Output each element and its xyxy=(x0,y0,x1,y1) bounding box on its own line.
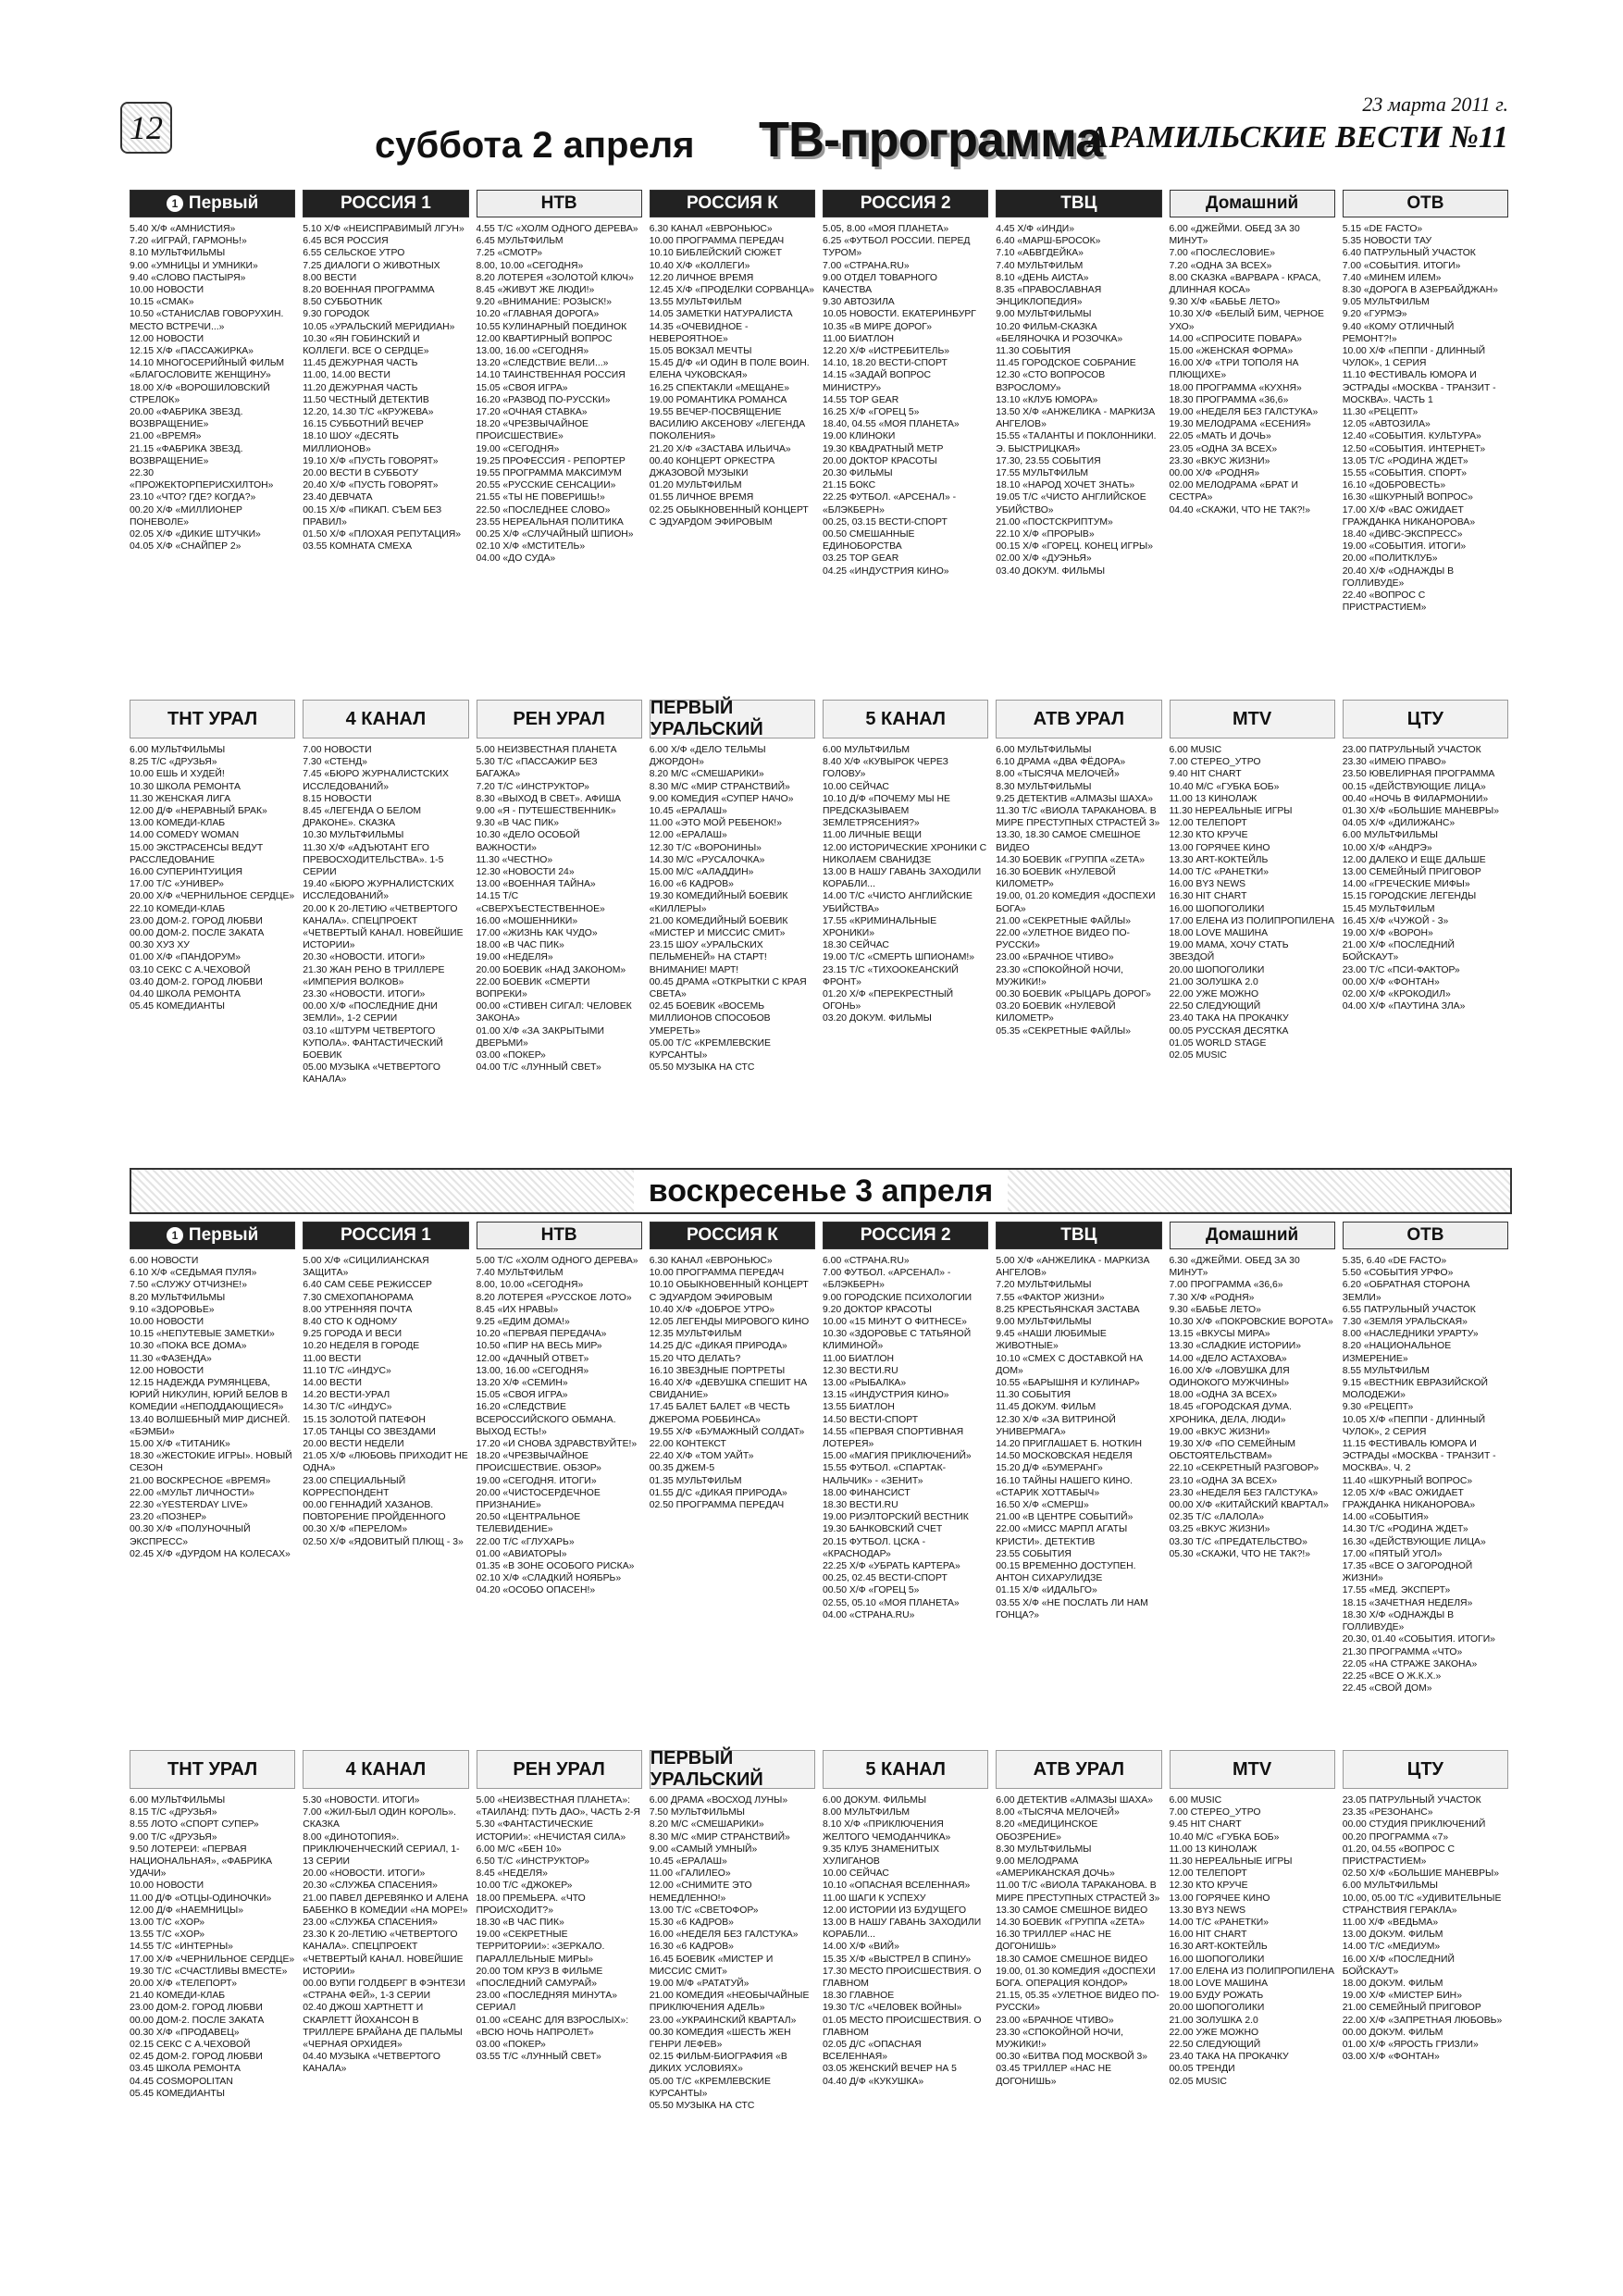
program-list: 5.00 Х/Ф «СИЦИЛИАНСКАЯ ЗАЩИТА» 6.40 САМ СЕБЕ РЕЖИССЕР 7.30 СМЕХОПАНОРАМА 8.00 УТРЕННЯЯ ПОЧТА 8.40 СТО К ОДНОМУ 9.25 ГОРОДА И ВЕСИ 10.20 НЕДЕЛЯ В ГОРОДЕ 11.00 ВЕСТИ 11.10 Т/С «ИНДУС» 14.00 ВЕСТИ 14.20 ВЕСТИ-УРАЛ 14.30 Т/С «ИНДУС» 15.15 ЗОЛОТОЙ ПАТЕФОН 17.05 ТАНЦЫ СО ЗВЕЗДАМИ 20.00 ВЕСТИ НЕДЕЛИ 21.05 Х/Ф «ЛЮБОВЬ ПРИХОДИТ НЕ ОДНА» 23.00 СПЕЦИАЛЬНЫЙ КОРРЕСПОНДЕНТ 00.00 ГЕННАДИЙ ХАЗАНОВ. ПОВТОРЕНИЕ ПРОЙДЕННОГО 00.30 Х/Ф «ПЕРЕЛОМ» 02.50 Х/Ф «ЯДОВИТЫЙ ПЛЮЩ - 3» xyxy=(303,1256,468,1547)
channel-logo: РЕН УРАЛ xyxy=(477,1750,642,1789)
channel-column xyxy=(1343,190,1508,689)
channel-header: ОТВ xyxy=(1343,1222,1508,1249)
section-title: ТВ-программа xyxy=(759,112,1103,168)
newspaper-name: АРАМИЛЬСКИЕ ВЕСТИ №11 xyxy=(1087,120,1508,155)
sunday-title: воскресенье 3 апреля xyxy=(634,1170,1008,1212)
program-list: 6.00 MUSIC 7.00 СТЕРЕО_УТРО 9.45 HIT CHART 10.40 М/С «ГУБКА БОБ» 11.00 13 КИНОЛАЖ 11.30 НЕРЕАЛЬНЫЕ ИГРЫ 12.00 ТЕЛЕПОРТ 12.30 КТО КРУЧЕ 13.00 ГОРЯЧЕЕ КИНО 13.30 BY3 NEWS 14.00 Т/С «РАНЕТКИ» 16.00 HIT CHART 16.30 ART-КОКТЕЙЛЬ 16.00 ШОПОГОЛИКИ 17.00 ЕЛЕНА ИЗ ПОЛИПРОПИЛЕНА 18.00 LOVE МАШИНА 19.00 БУДУ РОЖАТЬ 20.00 ШОПОГОЛИКИ 21.00 ЗОЛУШКА 2.0 22.00 УЖЕ МОЖНО 22.50 СЛЕДУЮЩИЙ 23.40 ТАКА НА ПРОКАЧКУ 00.05 ТРЕНДИ 02.05 MUSIC xyxy=(1169,1795,1335,2087)
program-list: 23.00 ПАТРУЛЬНЫЙ УЧАСТОК 23.30 «ИМЕЮ ПРАВО» 23.50 ЮВЕЛИРНАЯ ПРОГРАММА 00.15 «ДЕЙСТВУЮЩИЕ ЛИЦА» 00.40 «НОЧЬ В ФИЛАРМОНИИ» 01.30 Х/Ф «БОЛЬШИЕ МАНЕВРЫ» 04.05 Х/Ф «ДИЛИЖАНС» 6.00 МУЛЬТФИЛЬМЫ 10.00 Х/Ф «АНДРЭ» 12.00 ДАЛЕКО И ЕЩЕ ДАЛЬШЕ 13.00 СЕМЕЙНЫЙ ПРИГОВОР 14.00 «ГРЕЧЕСКИЕ МИФЫ» 15.15 ГОРОДСКИЕ ЛЕГЕНДЫ 15.45 МУЛЬТФИЛЬМ 16.45 Х/Ф «ЧУЖОЙ - 3» 19.00 Х/Ф «ВОРОН» 21.00 Х/Ф «ПОСЛЕДНИЙ БОЙСКАУТ» 23.00 Т/С «ПСИ-ФАКТОР» 00.00 Х/Ф «ФОНТАН» 02.00 Х/Ф «КРОКОДИЛ» 04.00 Х/Ф «ПАУТИНА ЗЛА» xyxy=(1342,745,1499,1012)
program-list: 5.35, 6.40 «DE FACTO» 5.50 «СОБЫТИЯ УРФО» 6.20 «ОБРАТНАЯ СТОРОНА ЗЕМЛИ» 6.55 ПАТРУЛЬНЫЙ УЧАСТОК 7.30 «ЗЕМЛЯ УРАЛЬСКАЯ» 8.00 «НАСЛЕДНИКИ УРАРТУ» 8.20 «НАЦИОНАЛЬНОЕ ИЗМЕРЕНИЕ» 8.55 МУЛЬТФИЛЬМ 9.15 «ВЕСТНИК ЕВРАЗИЙСКОЙ МОЛОДЕЖИ» 9.30 «РЕЦЕПТ» 10.05 Х/Ф «ПЕППИ - ДЛИННЫЙ ЧУЛОК», 2 СЕРИЯ 11.15 ФЕСТИВАЛЬ ЮМОРА И ЭСТРАДЫ «МОСКВА - ТРАНЗИТ - МОСКВА». Ч. 2 11.40 «ШКУРНЫЙ ВОПРОС» 12.05 Х/Ф «ВАС ОЖИДАЕТ ГРАЖДАНКА НИКАНОРОВА» 14.00 «СОБЫТИЯ» 14.30 Т/С «РОДИНА ЖДЕТ» 16.30 «ДЕЙСТВУЮЩИЕ ЛИЦА» 17.00 «ПЯТЫЙ УГОЛ» 17.35 «ВСЕ О ЗАГОРОДНОЙ ЖИЗНИ» 17.55 «МЕД. ЭКСПЕРТ» 18.15 «ЗАЧЕТНАЯ НЕДЕЛЯ» 18.30 Х/Ф «ОДНАЖДЫ В ГОЛЛИВУДЕ» 20.30, 01.40 «СОБЫТИЯ. ИТОГИ» 21.30 ПРОГРАММА «ЧТО» 22.05 «НА СТРАЖЕ ЗАКОНА» 22.25 «ВСЕ О Ж.К.Х.» 22.45 «СВОЙ ДОМ» xyxy=(1342,1256,1496,1694)
channel-column xyxy=(477,1744,642,2263)
program-list: 5.05, 8.00 «МОЯ ПЛАНЕТА» 6.25 «ФУТБОЛ РОССИИ. ПЕРЕД ТУРОМ» 7.00 «СТРАНА.RU» 9.00 ОТДЕЛ ТОВАРНОГО КАЧЕСТВА 9.30 АВТОЗИЛА 10.05 НОВОСТИ. ЕКАТЕРИНБУРГ 10.35 «В МИРЕ ДОРОГ» 11.00 БИАТЛОН 12.20 Х/Ф «ИСТРЕБИТЕЛЬ» 14.10, 18.20 ВЕСТИ-СПОРТ 14.15 «ЗАДАЙ ВОПРОС МИНИСТРУ» 14.55 TOP GEAR 16.25 Х/Ф «ГОРЕЦ 5» 18.40, 04.55 «МОЯ ПЛАНЕТА» 19.00 КЛИНОКИ 19.30 КВАДРАТНЫЙ МЕТР 20.00 ДОКТОР КРАСОТЫ 20.30 ФИЛЬМЫ 21.15 БОКС 22.25 ФУТБОЛ. «АРСЕНАЛ» - «БЛЭКБЕРН» 00.25, 03.15 ВЕСТИ-СПОРТ 00.50 СМЕШАННЫЕ ЕДИНОБОРСТВА 03.25 TOP GEAR 04.25 «ИНДУСТРИЯ КИНО» xyxy=(823,224,976,577)
program-list: 6.00 Х/Ф «ДЕЛО ТЕЛЬМЫ ДЖОРДОН» 8.20 М/С «СМЕШАРИКИ» 8.30 М/С «МИР СТРАНСТВИЙ» 9.00 КОМЕДИЯ «СУПЕР НАЧО» 10.45 «ЕРАЛАШ» 11.00 «ЭТО МОЙ РЕБЕНОК!» 12.00 «ЕРАЛАШ» 12.30 Т/С «ВОРОНИНЫ» 14.30 М/С «РУСАЛОЧКА» 15.00 М/С «АЛАДДИН» 16.00 «6 КАДРОВ» 19.30 КОМЕДИЙНЫЙ БОЕВИК «КИЛЛЕРЫ» 21.00 КОМЕДИЙНЫЙ БОЕВИК «МИСТЕР И МИССИС СМИТ» 23.15 ШОУ «УРАЛЬСКИХ ПЕЛЬМЕНЕЙ» НА СТАРТ! ВНИМАНИЕ! МАРТ! 00.45 ДРАМА «ОТКРЫТКИ С КРАЯ СВЕТА» 02.45 БОЕВИК «ВОСЕМЬ МИЛЛИОНОВ СПОСОБОВ УМЕРЕТЬ» 05.00 Т/С «КРЕМЛЕВСКИЕ КУРСАНТЫ» 05.50 МУЗЫКА НА СТС xyxy=(649,745,807,1074)
channel-logo: ПЕРВЫЙ УРАЛЬСКИЙ xyxy=(650,1750,815,1789)
channel-column xyxy=(130,694,295,1157)
channel-logo-icon: 1 xyxy=(167,1227,183,1244)
channel-column xyxy=(1170,1222,1335,1731)
program-list: 5.00 Х/Ф «АНЖЕЛИКА - МАРКИЗА АНГЕЛОВ» 7.20 МУЛЬТФИЛЬМЫ 7.55 «ФАКТОР ЖИЗНИ» 8.25 КРЕСТЬЯНСКАЯ ЗАСТАВА 9.00 МУЛЬТФИЛЬМЫ 9.45 «НАШИ ЛЮБИМЫЕ ЖИВОТНЫЕ» 10.10 «СМЕХ С ДОСТАВКОЙ НА ДОМ» 10.55 «БАРЫШНЯ И КУЛИНАР» 11.30 СОБЫТИЯ 11.45 ДОКУМ. ФИЛЬМ 12.30 Х/Ф «ЗА ВИТРИНОЙ УНИВЕРМАГА» 14.20 ПРИГЛАШАЕТ Б. НОТКИН 14.50 МОСКОВСКАЯ НЕДЕЛЯ 15.20 Д/Ф «БУМЕРАНГ» 16.10 ТАЙНЫ НАШЕГО КИНО. «СТАРИК ХОТТАБЫЧ» 16.50 Х/Ф «СМЕРШ» 21.00 «В ЦЕНТРЕ СОБЫТИЙ» 22.00 «МИСС МАРПЛ АГАТЫ КРИСТИ». ДЕТЕКТИВ 23.55 СОБЫТИЯ 00.15 ВРЕМЕННО ДОСТУПЕН. АНТОН СИХАРУЛИДЗЕ 01.15 Х/Ф «ИДАЛЬГО» 03.55 Х/Ф «НЕ ПОСЛАТЬ ЛИ НАМ ГОНЦА?» xyxy=(996,1256,1150,1620)
channel-logo: 4 КАНАЛ xyxy=(303,700,468,738)
issue-date: 23 марта 2011 г. xyxy=(1362,93,1508,116)
channel-column xyxy=(823,190,988,689)
program-list: 5.30 «НОВОСТИ. ИТОГИ» 7.00 «ЖИЛ-БЫЛ ОДИН КОРОЛЬ». СКАЗКА 8.00 «ДИНОТОПИЯ». ПРИКЛЮЧЕНЧЕСКИЙ СЕРИАЛ, 1-13 СЕРИИ 20.00 «НОВОСТИ. ИТОГИ» 20.30 «СЛУЖБА СПАСЕНИЯ» 21.00 ПАВЕЛ ДЕРЕВЯНКО И АЛЕНА БАБЕНКО В КОМЕДИИ «НА МОРЕ!» 23.00 «СЛУЖБА СПАСЕНИЯ» 23.30 К 20-ЛЕТИЮ «ЧЕТВЕРТОГО КАНАЛА». СПЕЦПРОЕКТ «ЧЕТВЕРТЫЙ КАНАЛ. НОВЕЙШИЕ ИСТОРИИ» 00.00 ВУПИ ГОЛДБЕРГ В ФЭНТЕЗИ «СТРАНА ФЕЙ», 1-3 СЕРИИ 02.40 ДЖОШ ХАРТНЕТТ И СКАРЛЕТТ ЙОХАНСОН В ТРИЛЛЕРЕ БРАЙАНА ДЕ ПАЛЬМЫ «ЧЕРНАЯ ОРХИДЕЯ» 04.40 МУЗЫКА «ЧЕТВЕРТОГО КАНАЛА» xyxy=(303,1795,469,2075)
sunday-upper-grid xyxy=(130,1222,1508,1731)
channel-column xyxy=(996,1744,1161,2263)
channel-column xyxy=(650,1222,815,1731)
page-number: 12 xyxy=(120,102,172,154)
channel-logo: ПЕРВЫЙ УРАЛЬСКИЙ xyxy=(650,700,815,738)
channel-header: ТВЦ xyxy=(996,190,1161,217)
channel-header: ТВЦ xyxy=(996,1222,1161,1249)
channel-header: 1 Первый xyxy=(130,190,295,217)
channel-header: НТВ xyxy=(477,190,642,217)
program-list: 4.55 Т/С «ХОЛМ ОДНОГО ДЕРЕВА» 6.45 МУЛЬТФИЛЬМ 7.25 «СМОТР» 8.00, 10.00 «СЕГОДНЯ» 8.20 ЛОТЕРЕЯ «ЗОЛОТОЙ КЛЮЧ» 8.45 «ЖИВУТ ЖЕ ЛЮДИ!» 9.20 «ВНИМАНИЕ: РОЗЫСК!» 10.20 «ГЛАВНАЯ ДОРОГА» 10.55 КУЛИНАРНЫЙ ПОЕДИНОК 12.00 КВАРТИРНЫЙ ВОПРОС 13.00, 16.00 «СЕГОДНЯ» 13.20 «СЛЕДСТВИЕ ВЕЛИ...» 14.10 ТАИНСТВЕННАЯ РОССИЯ 15.05 «СВОЯ ИГРА» 16.20 «РАЗВОД ПО-РУССКИ» 17.20 «ОЧНАЯ СТАВКА» 18.20 «ЧРЕЗВЫЧАЙНОЕ ПРОИСШЕСТВИЕ» 19.00 «СЕГОДНЯ» 19.25 ПРОФЕССИЯ - РЕПОРТЕР 19.55 ПРОГРАММА МАКСИМУМ 20.55 «РУССКИЕ СЕНСАЦИИ» 21.55 «ТЫ НЕ ПОВЕРИШЬ!» 22.50 «ПОСЛЕДНЕЕ СЛОВО» 23.55 НЕРЕАЛЬНАЯ ПОЛИТИКА 00.25 Х/Ф «СЛУЧАЙНЫЙ ШПИОН» 02.10 Х/Ф «МСТИТЕЛЬ» 04.00 «ДО СУДА» xyxy=(476,224,638,565)
channel-header: 1 Первый xyxy=(130,1222,295,1249)
program-list: 6.00 ДОКУМ. ФИЛЬМЫ 8.00 МУЛЬТФИЛЬМ 8.10 Х/Ф «ПРИКЛЮЧЕНИЯ ЖЕЛТОГО ЧЕМОДАНЧИКА» 9.35 КЛУБ ЗНАМЕНИТЫХ ХУЛИГАНОВ 10.00 СЕЙЧАС 10.10 «ОПАСНАЯ ВСЕЛЕННАЯ» 11.00 ШАГИ К УСПЕХУ 12.00 ИСТОРИИ ИЗ БУДУЩЕГО 13.00 В НАШУ ГАВАНЬ ЗАХОДИЛИ КОРАБЛИ... 14.00 Х/Ф «ВИЙ» 15.35 Х/Ф «ВЫСТРЕЛ В СПИНУ» 17.30 МЕСТО ПРОИСШЕСТВИЯ. О ГЛАВНОМ 18.30 ГЛАВНОЕ 19.30 Т/С «ЧЕЛОВЕК ВОЙНЫ» 01.05 МЕСТО ПРОИСШЕСТВИЯ. О ГЛАВНОМ 02.05 Д/С «ОПАСНАЯ ВСЕЛЕННАЯ» 03.05 ЖЕНСКИЙ ВЕЧЕР НА 5 04.40 Д/Ф «КУКУШКА» xyxy=(823,1795,982,2087)
channel-column xyxy=(130,1222,295,1731)
channel-column xyxy=(1343,694,1508,1157)
program-list: 6.00 МУЛЬТФИЛЬМ 8.40 Х/Ф «КУВЫРОК ЧЕРЕЗ ГОЛОВУ» 10.00 СЕЙЧАС 10.10 Д/Ф «ПОЧЕМУ МЫ НЕ ПРЕДСКАЗЫВАЕМ ЗЕМЛЕТРЯСЕНИЯ?» 11.00 ЛИЧНЫЕ ВЕЩИ 12.00 ИСТОРИЧЕСКИЕ ХРОНИКИ С НИКОЛАЕМ СВАНИДЗЕ 13.00 В НАШУ ГАВАНЬ ЗАХОДИЛИ КОРАБЛИ... 14.00 Т/С «ЧИСТО АНГЛИЙСКИЕ УБИЙСТВА» 17.55 «КРИМИНАЛЬНЫЕ ХРОНИКИ» 18.30 СЕЙЧАС 19.00 Т/С «СМЕРТЬ ШПИОНАМ!» 23.15 Т/С «ТИХООКЕАНСКИЙ ФРОНТ» 01.20 Х/Ф «ПЕРЕКРЕСТНЫЙ ОГОНЬ» 03.20 ДОКУМ. ФИЛЬМЫ xyxy=(823,745,987,1024)
channel-header: ОТВ xyxy=(1343,190,1508,217)
channel-column xyxy=(477,1222,642,1731)
channel-column xyxy=(996,190,1161,689)
channel-logo: 5 КАНАЛ xyxy=(823,1750,988,1789)
channel-logo: MTV xyxy=(1170,700,1335,738)
program-list: 6.00 ДЕТЕКТИВ «АЛМАЗЫ ШАХА» 8.00 «ТЫСЯЧА МЕЛОЧЕЙ» 8.20 «МЕДИЦИНСКОЕ ОБОЗРЕНИЕ» 8.30 МУЛЬТФИЛЬМЫ 9.00 МЕЛОДРАМА «АМЕРИКАНСКАЯ ДОЧЬ» 11.00 Т/С «ВИОЛА ТАРАКАНОВА. В МИРЕ ПРЕСТУПНЫХ СТРАСТЕЙ 3» 13.30 САМОЕ СМЕШНОЕ ВИДЕО 14.30 БОЕВИК «ГРУППА «ZETA» 16.30 ТРИЛЛЕР «НАС НЕ ДОГОНИШЬ» 18.30 САМОЕ СМЕШНОЕ ВИДЕО 19.00, 01.30 КОМЕДИЯ «ДОСПЕХИ БОГА. ОПЕРАЦИЯ КОНДОР» 21.15, 05.35 «УЛЕТНОЕ ВИДЕО ПО-РУССКИ» 23.00 «БРАЧНОЕ ЧТИВО» 23.30 «СПОКОЙНОЙ НОЧИ, МУЖИКИ!» 00.30 «БИТВА ПОД МОСКВОЙ 3» 03.45 ТРИЛЛЕР «НАС НЕ ДОГОНИШЬ» xyxy=(996,1795,1160,2087)
channel-column xyxy=(1170,694,1335,1157)
program-list: 23.05 ПАТРУЛЬНЫЙ УЧАСТОК 23.35 «РЕЗОНАНС» 00.00 СТУДИЯ ПРИКЛЮЧЕНИЙ 00.20 ПРОГРАММА «7» 01.20, 04.55 «ВОПРОС С ПРИСТРАСТИЕМ» 02.50 Х/Ф «БОЛЬШИЕ МАНЕВРЫ» 6.00 МУЛЬТФИЛЬМЫ 10.00, 05.00 Т/С «УДИВИТЕЛЬНЫЕ СТРАНСТВИЯ ГЕРАКЛА» 11.00 Х/Ф «ВЕДЬМА» 13.00 ДОКУМ. ФИЛЬМ 14.00 Т/С «МЕДИУМ» 16.00 Х/Ф «ПОСЛЕДНИЙ БОЙСКАУТ» 18.00 ДОКУМ. ФИЛЬМ 19.00 Х/Ф «МИСТЕР БИН» 21.00 СЕМЕЙНЫЙ ПРИГОВОР 22.00 Х/Ф «ЗАПРЕТНАЯ ЛЮБОВЬ» 00.00 ДОКУМ. ФИЛЬМ 01.00 Х/Ф «ЯРОСТЬ ГРИЗЛИ» 03.00 Х/Ф «ФОНТАН» xyxy=(1342,1795,1503,2063)
channel-header: НТВ xyxy=(477,1222,642,1249)
channel-logo: 4 КАНАЛ xyxy=(303,1750,468,1789)
channel-logo: ТНТ УРАЛ xyxy=(130,1750,295,1789)
channel-column xyxy=(303,1744,468,2263)
program-list: 5.00 НЕИЗВЕСТНАЯ ПЛАНЕТА 5.30 Т/С «ПАССАЖИР БЕЗ БАГАЖА» 7.20 Т/С «ИНСТРУКТОР» 8.30 «ВЫХОД В СВЕТ». АФИША 9.00 «Я - ПУТЕШЕСТВЕННИК» 9.30 «В ЧАС ПИК» 10.30 «ДЕЛО ОСОБОЙ ВАЖНОСТИ» 11.30 «ЧЕСТНО» 12.30 «НОВОСТИ 24» 13.00 «ВОЕННАЯ ТАЙНА» 14.15 Т/С «СВЕРХЪЕСТЕСТВЕННОЕ» 16.00 «МОШЕННИКИ» 17.00 «ЖИЗНЬ КАК ЧУДО» 18.00 «В ЧАС ПИК» 19.00 «НЕДЕЛЯ» 20.00 БОЕВИК «НАД ЗАКОНОМ» 22.00 БОЕВИК «СМЕРТИ ВОПРЕКИ» 00.00 «СТИВЕН СИГАЛ: ЧЕЛОВЕК ЗАКОНА» 01.00 Х/Ф «ЗА ЗАКРЫТЫМИ ДВЕРЬМИ» 03.00 «ПОКЕР» 04.00 Т/С «ЛУННЫЙ СВЕТ» xyxy=(476,745,632,1074)
program-list: 6.00 MUSIC 7.00 СТЕРЕО_УТРО 9.40 HIT CHART 10.40 М/С «ГУБКА БОБ» 11.00 13 КИНОЛАЖ 11.30 НЕРЕАЛЬНЫЕ ИГРЫ 12.00 ТЕЛЕПОРТ 12.30 КТО КРУЧЕ 13.00 ГОРЯЧЕЕ КИНО 13.30 ART-КОКТЕЙЛЬ 14.00 Т/С «РАНЕТКИ» 16.00 BY3 NEWS 16.30 HIT CHART 16.00 ШОПОГОЛИКИ 17.00 ЕЛЕНА ИЗ ПОЛИПРОПИЛЕНА 18.00 LOVE МАШИНА 19.00 МАМА, ХОЧУ СТАТЬ ЗВЕЗДОЙ 20.00 ШОПОГОЛИКИ 21.00 ЗОЛУШКА 2.0 22.00 УЖЕ МОЖНО 22.50 СЛЕДУЮЩИЙ 23.40 ТАКА НА ПРОКАЧКУ 00.05 РУССКАЯ ДЕСЯТКА 01.05 WORLD STAGE 02.05 MUSIC xyxy=(1169,745,1335,1061)
channel-column xyxy=(1170,190,1335,689)
sunday-lower-grid xyxy=(130,1744,1508,2263)
program-list: 7.00 НОВОСТИ 7.30 «СТЕНД» 7.45 «БЮРО ЖУРНАЛИСТСКИХ ИССЛЕДОВАНИЙ» 8.15 НОВОСТИ 8.45 «ЛЕГЕНДА О БЕЛОМ ДРАКОНЕ». СКАЗКА 10.30 МУЛЬТФИЛЬМЫ 11.30 Х/Ф «АДЪЮТАНТ ЕГО ПРЕВОСХОДИТЕЛЬСТВА». 1-5 СЕРИИ 19.40 «БЮРО ЖУРНАЛИСТСКИХ ИССЛЕДОВАНИЙ» 20.00 К 20-ЛЕТИЮ «ЧЕТВЕРТОГО КАНАЛА». СПЕЦПРОЕКТ «ЧЕТВЕРТЫЙ КАНАЛ. НОВЕЙШИЕ ИСТОРИИ» 20.30 «НОВОСТИ. ИТОГИ» 21.30 ЖАН РЕНО В ТРИЛЛЕРЕ «ИМПЕРИЯ ВОЛКОВ» 23.30 «НОВОСТИ. ИТОГИ» 00.00 Х/Ф «ПОСЛЕДНИЕ ДНИ ЗЕМЛИ», 1-2 СЕРИИ 03.10 «ШТУРМ ЧЕТВЕРТОГО КУПОЛА». ФАНТАСТИЧЕСКИЙ БОЕВИК 05.00 МУЗЫКА «ЧЕТВЕРТОГО КАНАЛА» xyxy=(303,745,464,1086)
channel-column xyxy=(650,1744,815,2263)
channel-column xyxy=(1343,1744,1508,2263)
program-list: 6.00 «СТРАНА.RU» 7.00 ФУТБОЛ. «АРСЕНАЛ» - «БЛЭКБЕРН» 9.00 ГОРОДСКИЕ ПСИХОЛОГИИ 9.20 ДОКТОР КРАСОТЫ 10.00 «15 МИНУТ О ФИТНЕСЕ» 10.30 «ЗДОРОВЬЕ С ТАТЬЯНОЙ КЛИМИНОЙ» 11.00 БИАТЛОН 12.30 ВЕСТИ.RU 13.00 «РЫБАЛКА» 13.15 «ИНДУСТРИЯ КИНО» 13.55 БИАТЛОН 14.50 ВЕСТИ-СПОРТ 14.55 «ПЕРВАЯ СПОРТИВНАЯ ЛОТЕРЕЯ» 15.00 «МАГИЯ ПРИКЛЮЧЕНИЙ» 15.55 ФУТБОЛ. «СПАРТАК-НАЛЬЧИК» - «ЗЕНИТ» 18.00 ФИНАНСИСТ 18.30 ВЕСТИ.RU 19.00 РИЭЛТОРСКИЙ ВЕСТНИК 19.30 БАНКОВСКИЙ СЧЕТ 20.15 ФУТБОЛ. ЦСКА - «КРАСНОДАР» 22.25 Х/Ф «УБРАТЬ КАРТЕРА» 00.25, 02.45 ВЕСТИ-СПОРТ 00.50 Х/Ф «ГОРЕЦ 5» 02.55, 05.10 «МОЯ ПЛАНЕТА» 04.00 «СТРАНА.RU» xyxy=(823,1256,973,1620)
channel-column xyxy=(650,190,815,689)
program-list: 6.00 МУЛЬТФИЛЬМЫ 8.15 Т/С «ДРУЗЬЯ» 8.55 ЛОТО «СПОРТ СУПЕР» 9.00 Т/С «ДРУЗЬЯ» 9.50 ЛОТЕРЕИ: «ПЕРВАЯ НАЦИОНАЛЬНАЯ», «ФАБРИКА УДАЧИ» 10.00 НОВОСТИ 11.00 Д/Ф «ОТЦЫ-ОДИНОЧКИ» 12.00 Д/Ф «НАЕМНИЦЫ» 13.00 Т/С «ХОР» 13.55 Т/С «ХОР» 14.55 Т/С «ИНТЕРНЫ» 17.00 Х/Ф «ЧЕРНИЛЬНОЕ СЕРДЦЕ» 19.30 Т/С «СЧАСТЛИВЫ ВМЕСТЕ» 20.00 Х/Ф «ТЕЛЕПОРТ» 21.40 КОМЕДИ-КЛАБ 23.00 ДОМ-2. ГОРОД ЛЮБВИ 00.00 ДОМ-2. ПОСЛЕ ЗАКАТА 00.30 Х/Ф «ПРОДАВЕЦ» 02.15 СЕКС С А.ЧЕХОВОЙ 02.45 ДОМ-2. ГОРОД ЛЮБВИ 03.45 ШКОЛА РЕМОНТА 04.45 COSMOPOLITAN 05.45 КОМЕДИАНТЫ xyxy=(130,1795,295,2099)
program-list: 5.00 Т/С «ХОЛМ ОДНОГО ДЕРЕВА» 7.40 МУЛЬТФИЛЬМ 8.00, 10.00 «СЕГОДНЯ» 8.20 ЛОТЕРЕЯ «РУССКОЕ ЛОТО» 8.45 «ИХ НРАВЫ» 9.25 «ЕДИМ ДОМА!» 10.20 «ПЕРВАЯ ПЕРЕДАЧА» 10.50 «ПИР НА ВЕСЬ МИР» 12.00 «ДАЧНЫЙ ОТВЕТ» 13.00, 16.00 «СЕГОДНЯ» 13.20 Х/Ф «СЕМИН» 15.05 «СВОЯ ИГРА» 16.20 «СЛЕДСТВИЕ ВСЕРОССИЙСКОГО ОБМАНА. ВЫХОД ЕСТЬ!» 17.20 «И СНОВА ЗДРАВСТВУЙТЕ!» 18.20 «ЧРЕЗВЫЧАЙНОЕ ПРОИСШЕСТВИЕ. ОБЗОР» 19.00 «СЕГОДНЯ. ИТОГИ» 20.00 «ЧИСТОСЕРДЕЧНОЕ ПРИЗНАНИЕ» 20.50 «ЦЕНТРАЛЬНОЕ ТЕЛЕВИДЕНИЕ» 22.00 Т/С «ГЛУХАРЬ» 01.00 «АВИАТОРЫ» 01.35 «В ЗОНЕ ОСОБОГО РИСКА» 02.10 Х/Ф «СЛАДКИЙ НОЯБРЬ» 04.20 «ОСОБО ОПАСЕН!» xyxy=(476,1256,638,1596)
channel-header: РОССИЯ 1 xyxy=(303,1222,468,1249)
saturday-upper-grid xyxy=(130,190,1508,689)
channel-column xyxy=(823,1744,988,2263)
program-list: 5.00 «НЕИЗВЕСТНАЯ ПЛАНЕТА»: «ТАИЛАНД: ПУТЬ ДАО», ЧАСТЬ 2-Я 5.30 «ФАНТАСТИЧЕСКИЕ ИСТОРИИ»: «НЕЧИСТАЯ СИЛА» 6.00 М/С «БЕН 10» 6.50 Т/С «ИНСТРУКТОР» 8.45 «НЕДЕЛЯ» 10.00 Т/С «ДЖОКЕР» 18.00 ПРЕМЬЕРА. «ЧТО ПРОИСХОДИТ?» 18.30 «В ЧАС ПИК» 19.00 «СЕКРЕТНЫЕ ТЕРРИТОРИИ»: «ЗЕРКАЛО. ПАРАЛЛЕЛЬНЫЕ МИРЫ» 20.00 ТОМ КРУЗ В ФИЛЬМЕ «ПОСЛЕДНИЙ САМУРАЙ» 23.00 «ПОСЛЕДНЯЯ МИНУТА» СЕРИАЛ 01.00 «СЕАНС ДЛЯ ВЗРОСЛЫХ»: «ВСЮ НОЧЬ НАПРОЛЕТ» 03.00 «ПОКЕР» 03.55 Т/С «ЛУННЫЙ СВЕТ» xyxy=(476,1795,640,2063)
channel-header: РОССИЯ К xyxy=(650,1222,815,1249)
program-list: 6.00 ДРАМА «ВОСХОД ЛУНЫ» 7.50 МУЛЬТФИЛЬМЫ 8.20 М/С «СМЕШАРИКИ» 8.30 М/С «МИР СТРАНСТВИЙ» 9.00 «САМЫЙ УМНЫЙ» 10.45 «ЕРАЛАШ» 11.00 «ГАЛИЛЕО» 12.00 «СНИМИТЕ ЭТО НЕМЕДЛЕННО!» 13.00 Т/С «СВЕТОФОР» 15.30 «6 КАДРОВ» 16.00 «НЕДЕЛЯ БЕЗ ГАЛСТУКА» 16.30 «6 КАДРОВ» 16.45 БОЕВИК «МИСТЕР И МИССИС СМИТ» 19.00 М/Ф «РАТАТУЙ» 21.00 КОМЕДИЯ «НЕОБЫЧАЙНЫЕ ПРИКЛЮЧЕНИЯ АДЕЛЬ» 23.00 «УКРАИНСКИЙ КВАРТАЛ» 00.30 КОМЕДИЯ «ШЕСТЬ ЖЕН ГЕНРИ ЛЕФЕВ» 02.15 ФИЛЬМ-БИОГРАФИЯ «В ДИКИХ УСЛОВИЯХ» 05.00 Т/С «КРЕМЛЕВСКИЕ КУРСАНТЫ» 05.50 МУЗЫКА НА СТС xyxy=(649,1795,810,2112)
channel-column xyxy=(650,694,815,1157)
saturday-lower-grid xyxy=(130,694,1508,1157)
sunday-title-bar xyxy=(130,1168,1512,1214)
channel-logo: РЕН УРАЛ xyxy=(477,700,642,738)
channel-header: РОССИЯ К xyxy=(650,190,815,217)
channel-header: РОССИЯ 2 xyxy=(823,190,988,217)
channel-column xyxy=(477,190,642,689)
program-list: 6.30 КАНАЛ «ЕВРОНЬЮС» 10.00 ПРОГРАММА ПЕРЕДАЧ 10.10 ОБЫКНОВЕННЫЙ КОНЦЕРТ С ЭДУАРДОМ ЭФИРОВЫМ 10.40 Х/Ф «ДОБРОЕ УТРО» 12.05 ЛЕГЕНДЫ МИРОВОГО КИНО 12.35 МУЛЬТФИЛЬМ 14.25 Д/С «ДИКАЯ ПРИРОДА» 15.20 ЧТО ДЕЛАТЬ? 16.10 ЗВЕЗДНЫЕ ПОРТРЕТЫ 16.40 Х/Ф «ДЕВУШКА СПЕШИТ НА СВИДАНИЕ» 17.45 БАЛЕТ БАЛЕТ «В ЧЕСТЬ ДЖЕРОМА РОББИНСА» 19.55 Х/Ф «БУМАЖНЫЙ СОЛДАТ» 22.00 КОНТЕКСТ 22.40 Х/Ф «ТОМ УАЙТ» 00.35 ДЖЕМ-5 01.35 МУЛЬТФИЛЬМ 01.55 Д/С «ДИКАЯ ПРИРОДА» 02.50 ПРОГРАММА ПЕРЕДАЧ xyxy=(649,1256,810,1511)
program-list: 4.45 Х/Ф «ИНДИ» 6.40 «МАРШ-БРОСОК» 7.10 «АБВГДЕЙКА» 7.40 МУЛЬТФИЛЬМ 8.10 «ДЕНЬ АИСТА» 8.35 «ПРАВОСЛАВНАЯ ЭНЦИКЛОПЕДИЯ» 9.00 МУЛЬТФИЛЬМЫ 10.20 ФИЛЬМ-СКАЗКА «БЕЛЯНОЧКА И РОЗОЧКА» 11.30 СОБЫТИЯ 11.45 ГОРОДСКОЕ СОБРАНИЕ 12.30 «СТО ВОПРОСОВ ВЗРОСЛОМУ» 13.10 «КЛУБ ЮМОРА» 13.50 Х/Ф «АНЖЕЛИКА - МАРКИЗА АНГЕЛОВ» 15.55 «ТАЛАНТЫ И ПОКЛОННИКИ. Э. БЫСТРИЦКАЯ» 17.30, 23.55 СОБЫТИЯ 17.55 МУЛЬТФИЛЬМ 18.10 «НАРОД ХОЧЕТ ЗНАТЬ» 19.05 Т/С «ЧИСТО АНГЛИЙСКОЕ УБИЙСТВО» 21.00 «ПОСТСКРИПТУМ» 22.10 Х/Ф «ПРОРЫВ» 00.15 Х/Ф «ГОРЕЦ. КОНЕЦ ИГРЫ» 02.00 Х/Ф «ДУЭНЬЯ» 03.40 ДОКУМ. ФИЛЬМЫ xyxy=(996,224,1157,577)
program-list: 6.00 НОВОСТИ 6.10 Х/Ф «СЕДЬМАЯ ПУЛЯ» 7.50 «СЛУЖУ ОТЧИЗНЕ!» 8.20 МУЛЬТФИЛЬМЫ 9.10 «ЗДОРОВЬЕ» 10.00 НОВОСТИ 10.15 «НЕПУТЕВЫЕ ЗАМЕТКИ» 10.30 «ПОКА ВСЕ ДОМА» 11.30 «ФАЗЕНДА» 12.00 НОВОСТИ 12.15 НАДЕЖДА РУМЯНЦЕВА, ЮРИЙ НИКУЛИН, ЮРИЙ БЕЛОВ В КОМЕДИИ «НЕПОДДАЮЩИЕСЯ» 13.40 ВОЛШЕБНЫЙ МИР ДИСНЕЙ. «БЭМБИ» 15.00 Х/Ф «ТИТАНИК» 18.30 «ЖЕСТОКИЕ ИГРЫ». НОВЫЙ СЕЗОН 21.00 ВОСКРЕСНОЕ «ВРЕМЯ» 22.00 «МУЛЬТ ЛИЧНОСТИ» 22.30 «YESTERDAY LIVE» 23.20 «ПОЗНЕР» 00.30 Х/Ф «ПОЛУНОЧНЫЙ ЭКСПРЕСС» 02.45 Х/Ф «ДУРДОМ НА КОЛЕСАХ» xyxy=(130,1256,292,1559)
channel-logo: ТНТ УРАЛ xyxy=(130,700,295,738)
program-list: 6.30 «ДЖЕЙМИ. ОБЕД ЗА 30 МИНУТ» 7.00 ПРОГРАММА «36,6» 7.30 Х/Ф «РОДНЯ» 9.30 «БАБЬЕ ЛЕТО» 10.30 Х/Ф «ПОКРОВСКИЕ ВОРОТА» 13.15 «ВКУСЫ МИРА» 13.30 «СЛАДКИЕ ИСТОРИИ» 14.00 «ДЕЛО АСТАХОВА» 16.00 Х/Ф «ЛОВУШКА ДЛЯ ОДИНОКОГО МУЖЧИНЫ» 18.00 «ОДНА ЗА ВСЕХ» 18.45 «ГОРОДСКАЯ ДУМА. ХРОНИКА, ДЕЛА, ЛЮДИ» 19.00 «ВКУС ЖИЗНИ» 19.30 Х/Ф «ПО СЕМЕЙНЫМ ОБСТОЯТЕЛЬСТВАМ» 22.10 «СЕКРЕТНЫЙ РАЗГОВОР» 23.10 «ОДНА ЗА ВСЕХ» 23.30 «НЕДЕЛЯ БЕЗ ГАЛСТУКА» 00.00 Х/Ф «КИТАЙСКИЙ КВАРТАЛ» 02.35 Т/С «ЛАЛОЛА» 03.25 «ВКУС ЖИЗНИ» 03.30 Т/С «ПРЕДАТЕЛЬСТВО» 05.30 «СКАЖИ, ЧТО НЕ ТАК?!» xyxy=(1169,1256,1333,1559)
channel-header: РОССИЯ 2 xyxy=(823,1222,988,1249)
channel-column xyxy=(823,1222,988,1731)
channel-column xyxy=(996,1222,1161,1731)
channel-logo: АТВ УРАЛ xyxy=(996,700,1161,738)
channel-column xyxy=(130,190,295,689)
program-list: 5.15 «DE FACTO» 5.35 НОВОСТИ ТАУ 6.40 ПАТРУЛЬНЫЙ УЧАСТОК 7.00 «СОБЫТИЯ. ИТОГИ» 7.40 «МИНЕМ ИЛЕМ» 8.30 «ДОРОГА В АЗЕРБАЙДЖАН» 9.05 МУЛЬТФИЛЬМ 9.20 «ГУРМЭ» 9.40 «КОМУ ОТЛИЧНЫЙ РЕМОНТ?!» 10.00 Х/Ф «ПЕППИ - ДЛИННЫЙ ЧУЛОК», 1 СЕРИЯ 11.10 ФЕСТИВАЛЬ ЮМОРА И ЭСТРАДЫ «МОСКВА - ТРАНЗИТ - МОСКВА». ЧАСТЬ 1 11.30 «РЕЦЕПТ» 12.05 «АВТОЗИЛА» 12.40 «СОБЫТИЯ. КУЛЬТУРА» 12.50 «СОБЫТИЯ. ИНТЕРНЕТ» 13.05 Т/С «РОДИНА ЖДЕТ» 15.55 «СОБЫТИЯ. СПОРТ» 16.10 «ДОБРОВЕСТЬ» 16.30 «ШКУРНЫЙ ВОПРОС» 17.00 Х/Ф «ВАС ОЖИДАЕТ ГРАЖДАНКА НИКАНОРОВА» 18.40 «ДИВС-ЭКСПРЕСС» 19.00 «СОБЫТИЯ. ИТОГИ» 20.00 «ПОЛИТКЛУБ» 20.40 Х/Ф «ОДНАЖДЫ В ГОЛЛИВУДЕ» 22.40 «ВОПРОС С ПРИСТРАСТИЕМ» xyxy=(1342,224,1498,614)
channel-logo: MTV xyxy=(1170,1750,1335,1789)
channel-column xyxy=(823,694,988,1157)
channel-logo: 5 КАНАЛ xyxy=(823,700,988,738)
channel-header: Домашний xyxy=(1170,1222,1335,1249)
channel-column xyxy=(303,694,468,1157)
channel-column xyxy=(303,1222,468,1731)
channel-column xyxy=(1170,1744,1335,2263)
channel-column xyxy=(996,694,1161,1157)
program-list: 6.00 МУЛЬТФИЛЬМЫ 8.25 Т/С «ДРУЗЬЯ» 10.00 ЕШЬ И ХУДЕЙ! 10.30 ШКОЛА РЕМОНТА 11.30 ЖЕНСКАЯ ЛИГА 12.00 Д/Ф «НЕРАВНЫЙ БРАК» 13.00 КОМЕДИ-КЛАБ 14.00 COMEDY WOMAN 15.00 ЭКСТРАСЕНСЫ ВЕДУТ РАССЛЕДОВАНИЕ 16.00 СУПЕРИНТУИЦИЯ 17.00 Т/С «УНИВЕР» 20.00 Х/Ф «ЧЕРНИЛЬНОЕ СЕРДЦЕ» 22.10 КОМЕДИ-КЛАБ 23.00 ДОМ-2. ГОРОД ЛЮБВИ 00.00 ДОМ-2. ПОСЛЕ ЗАКАТА 00.30 ХУЗ ХУ 01.00 Х/Ф «ПАНДОРУМ» 03.10 СЕКС С А.ЧЕХОВОЙ 03.40 ДОМ-2. ГОРОД ЛЮБВИ 04.40 ШКОЛА РЕМОНТА 05.45 КОМЕДИАНТЫ xyxy=(130,745,295,1012)
program-list: 6.30 КАНАЛ «ЕВРОНЬЮС» 10.00 ПРОГРАММА ПЕРЕДАЧ 10.10 БИБЛЕЙСКИЙ СЮЖЕТ 10.40 Х/Ф «КОЛЛЕГИ» 12.20 ЛИЧНОЕ ВРЕМЯ 12.45 Х/Ф «ПРОДЕЛКИ СОРВАНЦА» 13.55 МУЛЬТФИЛЬМ 14.05 ЗАМЕТКИ НАТУРАЛИСТА 14.35 «ОЧЕВИДНОЕ - НЕВЕРОЯТНОЕ» 15.05 ВОКЗАЛ МЕЧТЫ 15.45 Д/Ф «И ОДИН В ПОЛЕ ВОИН. ЕЛЕНА ЧУКОВСКАЯ» 16.25 СПЕКТАКЛИ «МЕЩАНЕ» 19.00 РОМАНТИКА РОМАНСА 19.55 ВЕЧЕР-ПОСВЯЩЕНИЕ ВАСИЛИЮ АКСЕНОВУ «ЛЕГЕНДА ПОКОЛЕНИЯ» 21.20 Х/Ф «ЗАСТАВА ИЛЬИЧА» 00.40 КОНЦЕРТ ОРКЕСТРА ДЖАЗОВОЙ МУЗЫКИ 01.20 МУЛЬТФИЛЬМ 01.55 ЛИЧНОЕ ВРЕМЯ 02.25 ОБЫКНОВЕННЫЙ КОНЦЕРТ С ЭДУАРДОМ ЭФИРОВЫМ xyxy=(649,224,814,527)
channel-column xyxy=(130,1744,295,2263)
channel-logo: АТВ УРАЛ xyxy=(996,1750,1161,1789)
channel-header: Домашний xyxy=(1170,190,1335,217)
channel-logo-icon: 1 xyxy=(167,195,183,212)
program-list: 5.10 Х/Ф «НЕИСПРАВИМЫЙ ЛГУН» 6.45 ВСЯ РОССИЯ 6.55 СЕЛЬСКОЕ УТРО 7.25 ДИАЛОГИ О ЖИВОТНЫХ 8.00 ВЕСТИ 8.20 ВОЕННАЯ ПРОГРАММА 8.50 СУББОТНИК 9.30 ГОРОДОК 10.05 «УРАЛЬСКИЙ МЕРИДИАН» 10.30 «ЯН ГОБИНСКИЙ И КОЛЛЕГИ. ВСЕ О СЕРДЦЕ» 11.45 ДЕЖУРНАЯ ЧАСТЬ 11.00, 14.00 ВЕСТИ 11.20 ДЕЖУРНАЯ ЧАСТЬ 11.50 ЧЕСТНЫЙ ДЕТЕКТИВ 12.20, 14.30 Т/С «КРУЖЕВА» 16.15 СУББОТНИЙ ВЕЧЕР 18.10 ШОУ «ДЕСЯТЬ МИЛЛИОНОВ» 19.10 Х/Ф «ПУСТЬ ГОВОРЯТ» 20.00 ВЕСТИ В СУББОТУ 20.40 Х/Ф «ПУСТЬ ГОВОРЯТ» 23.40 ДЕВЧАТА 00.15 Х/Ф «ПИКАП. СЪЕМ БЕЗ ПРАВИЛ» 01.50 Х/Ф «ПЛОХАЯ РЕПУТАЦИЯ» 03.55 КОМНАТА СМЕХА xyxy=(303,224,465,552)
program-list: 6.00 МУЛЬТФИЛЬМЫ 6.10 ДРАМА «ДВА ФЁДОРА» 8.00 «ТЫСЯЧА МЕЛОЧЕЙ» 8.30 МУЛЬТФИЛЬМЫ 9.25 ДЕТЕКТИВ «АЛМАЗЫ ШАХА» 11.30 Т/С «ВИОЛА ТАРАКАНОВА. В МИРЕ ПРЕСТУПНЫХ СТРАСТЕЙ 3» 13.30, 18.30 САМОЕ СМЕШНОЕ ВИДЕО 14.30 БОЕВИК «ГРУППА «ZETA» 16.30 БОЕВИК «НУЛЕВОЙ КИЛОМЕТР» 19.00, 01.20 КОМЕДИЯ «ДОСПЕХИ БОГА» 21.00 «СЕКРЕТНЫЕ ФАЙЛЫ» 22.00 «УЛЕТНОЕ ВИДЕО ПО-РУССКИ» 23.00 «БРАЧНОЕ ЧТИВО» 23.30 «СПОКОЙНОЙ НОЧИ, МУЖИКИ!» 00.30 БОЕВИК «РЫЦАРЬ ДОРОГ» 03.20 БОЕВИК «НУЛЕВОЙ КИЛОМЕТР» 05.35 «СЕКРЕТНЫЕ ФАЙЛЫ» xyxy=(996,745,1160,1036)
day-title: суббота 2 апреля xyxy=(375,125,695,166)
program-list: 5.40 Х/Ф «АМНИСТИЯ» 7.20 «ИГРАЙ, ГАРМОНЬ!» 8.10 МУЛЬТФИЛЬМЫ 9.00 «УМНИЦЫ И УМНИКИ» 9.40 «СЛОВО ПАСТЫРЯ» 10.00 НОВОСТИ 10.15 «СМАК» 10.50 «СТАНИСЛАВ ГОВОРУХИН. МЕСТО ВСТРЕЧИ...» 12.00 НОВОСТИ 12.15 Х/Ф «ПАССАЖИРКА» 14.10 МНОГОСЕРИЙНЫЙ ФИЛЬМ «БЛАГОСЛОВИТЕ ЖЕНЩИНУ» 18.00 Х/Ф «ВОРОШИЛОВСКИЙ СТРЕЛОК» 20.00 «ФАБРИКА ЗВЕЗД. ВОЗВРАЩЕНИЕ» 21.00 «ВРЕМЯ» 21.15 «ФАБРИКА ЗВЕЗД. ВОЗВРАЩЕНИЕ» 22.30 «ПРОЖЕКТОРПЕРИСХИЛТОН» 23.10 «ЧТО? ГДЕ? КОГДА?» 00.20 Х/Ф «МИЛЛИОНЕР ПОНЕВОЛЕ» 02.05 Х/Ф «ДИКИЕ ШТУЧКИ» 04.05 Х/Ф «СНАЙПЕР 2» xyxy=(130,224,285,552)
page-header xyxy=(120,93,1508,176)
channel-header: РОССИЯ 1 xyxy=(303,190,468,217)
channel-column xyxy=(303,190,468,689)
program-list: 6.00 «ДЖЕЙМИ. ОБЕД ЗА 30 МИНУТ» 7.00 «ПОСЛЕСЛОВИЕ» 7.20 «ОДНА ЗА ВСЕХ» 8.00 СКАЗКА «ВАРВАРА - КРАСА, ДЛИННАЯ КОСА» 9.30 Х/Ф «БАБЬЕ ЛЕТО» 10.30 Х/Ф «БЕЛЫЙ БИМ, ЧЕРНОЕ УХО» 14.00 «СПРОСИТЕ ПОВАРА» 15.00 «ЖЕНСКАЯ ФОРМА» 16.00 Х/Ф «ТРИ ТОПОЛЯ НА ПЛЮЩИХЕ» 18.00 ПРОГРАММА «КУХНЯ» 18.30 ПРОГРАММА «36,6» 19.00 «НЕДЕЛЯ БЕЗ ГАЛСТУКА» 19.30 МЕЛОДРАМА «ЕСЕНИЯ» 22.05 «МАТЬ И ДОЧЬ» 23.05 «ОДНА ЗА ВСЕХ» 23.30 «ВКУС ЖИЗНИ» 00.00 Х/Ф «РОДНЯ» 02.00 МЕЛОДРАМА «БРАТ И СЕСТРА» 04.40 «СКАЖИ, ЧТО НЕ ТАК?!» xyxy=(1169,224,1324,515)
channel-logo: ЦТУ xyxy=(1343,1750,1508,1789)
channel-column xyxy=(477,694,642,1157)
channel-logo: ЦТУ xyxy=(1343,700,1508,738)
channel-column xyxy=(1343,1222,1508,1731)
